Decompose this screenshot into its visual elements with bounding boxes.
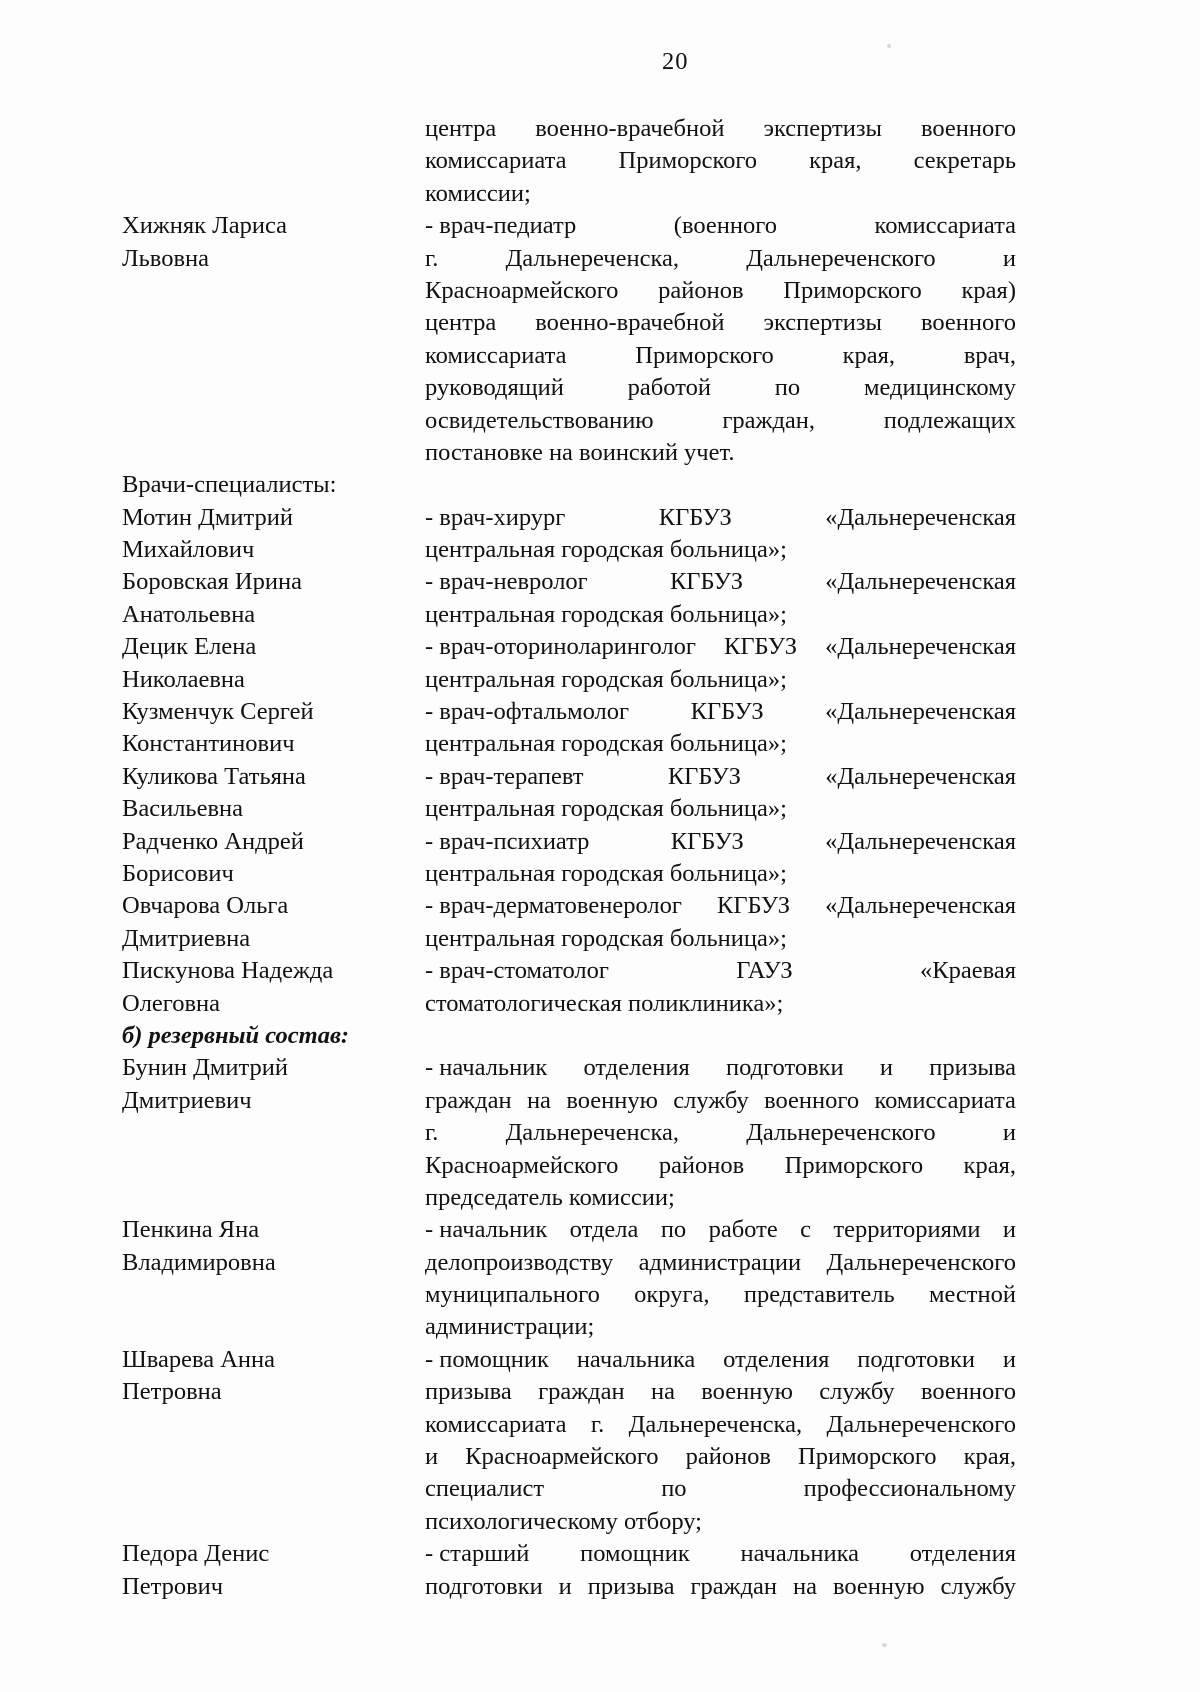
member-role-line	[425, 566, 1016, 598]
member-role-line	[425, 1085, 1016, 1117]
word: края,	[963, 1443, 1016, 1471]
word: комиссариата	[425, 341, 567, 369]
word: Красноармейского	[425, 1151, 619, 1179]
word: и	[1002, 244, 1016, 272]
word: - помощник	[425, 1345, 549, 1373]
word: военного	[920, 115, 1016, 142]
table-row	[122, 566, 1016, 631]
word: «Дальнереченская	[825, 568, 1016, 596]
word: - врач-офтальмолог	[425, 698, 630, 726]
member-role-line	[425, 275, 1016, 307]
member-name-line: Куликова Татьяна	[122, 762, 306, 790]
member-name-line: Константинович	[122, 730, 295, 758]
member-role-line: центральная городская больница»;	[425, 795, 787, 823]
word: Красноармейского	[465, 1443, 659, 1471]
member-role-line	[425, 1538, 1016, 1570]
word: края,	[842, 341, 896, 369]
member-role-cell	[425, 826, 1016, 891]
member-name-line: Львовна	[122, 244, 209, 272]
member-role-line: центральная городская больница»;	[425, 536, 787, 564]
member-role-line	[425, 826, 1016, 858]
member-name-cell	[122, 890, 425, 955]
table-row	[122, 113, 1016, 210]
member-name-cell	[122, 502, 425, 567]
word: медицинскому	[863, 374, 1016, 402]
table-row	[122, 696, 1016, 761]
member-name-cell	[122, 761, 425, 826]
table-row	[122, 826, 1016, 891]
member-role-line: председатель комиссии;	[425, 1183, 675, 1211]
member-name-line: Децик Елена	[122, 633, 257, 661]
word: Дальнереченского	[826, 1248, 1016, 1276]
member-role-line	[425, 1376, 1016, 1408]
word: граждан,	[722, 406, 816, 434]
member-role-line	[425, 1279, 1016, 1311]
word: и	[558, 1572, 572, 1600]
member-role-cell	[425, 696, 1016, 761]
member-name-line: Николаевна	[122, 665, 245, 693]
member-role-line: центральная городская больница»;	[425, 730, 787, 758]
member-role-line: стоматологическая поликлиника»;	[425, 989, 784, 1017]
word: края)	[961, 276, 1016, 304]
word: и	[425, 1443, 439, 1471]
member-role-cell	[425, 210, 1016, 469]
member-name-cell	[122, 955, 425, 1020]
member-name-line: Пискунова Надежда	[122, 957, 334, 985]
member-name-line: Васильевна	[122, 795, 244, 823]
table-row	[122, 469, 1016, 501]
member-name-line: Врачи-специалисты:	[122, 471, 337, 499]
word: работе	[708, 1216, 778, 1244]
member-name-cell	[122, 1214, 425, 1279]
word: «Дальнереченская	[825, 698, 1016, 726]
word: помощник	[580, 1540, 690, 1568]
word: центра	[425, 309, 497, 337]
member-role-line	[425, 1247, 1016, 1279]
word: - старший	[425, 1540, 530, 1568]
table-row	[122, 631, 1016, 696]
member-name-line: Петрович	[122, 1572, 224, 1600]
member-name-line: Дмитриевич	[122, 1086, 252, 1114]
member-name-line: Хижняк Лариса	[122, 212, 288, 240]
word: (военного	[673, 212, 777, 240]
member-role-line	[425, 1571, 1016, 1603]
commission-member-list	[122, 113, 1016, 1603]
member-name-cell	[122, 469, 425, 501]
member-role-line: центральная городская больница»;	[425, 924, 787, 952]
member-role-cell	[425, 502, 1016, 567]
word: Дальнереченского	[826, 1410, 1016, 1438]
member-role-line	[425, 340, 1016, 372]
word: военную	[832, 1572, 925, 1600]
word: военную	[566, 1086, 658, 1114]
word: призыва	[425, 1378, 512, 1406]
member-role-cell	[425, 631, 1016, 696]
table-row	[122, 1214, 1016, 1344]
member-role-line: постановке на воинский учет.	[425, 438, 735, 466]
word: экспертизы	[763, 309, 883, 337]
word: г.	[590, 1410, 605, 1438]
word: службу	[673, 1086, 749, 1114]
member-role-line: центральная городская больница»;	[425, 665, 787, 693]
word: - врач-хирург	[425, 503, 566, 531]
word: территориями	[833, 1216, 981, 1244]
word: районов	[658, 276, 744, 304]
word: службу	[940, 1572, 1016, 1600]
word: Красноармейского	[425, 276, 619, 304]
member-role-cell	[425, 566, 1016, 631]
word: Приморского	[798, 1443, 937, 1471]
member-role-line: центральная городская больница»;	[425, 859, 787, 887]
member-name-cell	[122, 1344, 425, 1409]
word: Дальнереченского	[746, 1119, 936, 1147]
word: военного	[920, 1378, 1016, 1406]
member-role-line	[425, 372, 1016, 404]
member-name-cell	[122, 631, 425, 696]
word: центра	[425, 115, 497, 142]
member-role-line	[425, 1409, 1016, 1441]
member-name-line: Бунин Дмитрий	[122, 1054, 288, 1082]
member-role-line: комиссии;	[425, 179, 531, 207]
word: «Дальнереченская	[825, 762, 1016, 790]
word: - врач-оториноларинголог	[425, 633, 696, 661]
member-name-line: Овчарова Ольга	[122, 892, 289, 920]
member-role-line	[425, 761, 1016, 793]
member-name-cell	[122, 210, 425, 275]
member-name-cell	[122, 1020, 425, 1052]
word: военно-врачебной	[535, 115, 725, 142]
word: военную	[701, 1378, 793, 1406]
word: местной	[928, 1281, 1016, 1309]
word: граждан	[425, 1086, 512, 1114]
member-name-line: Олеговна	[122, 989, 221, 1017]
member-role-line	[425, 1344, 1016, 1376]
word: районов	[658, 1151, 745, 1179]
member-role-line	[425, 502, 1016, 534]
table-row	[122, 1344, 1016, 1538]
member-name-line: Дмитриевна	[122, 924, 251, 952]
word: КГБУЗ	[690, 698, 764, 726]
word: ГАУЗ	[736, 957, 793, 985]
word: Приморского	[618, 147, 758, 175]
member-role-cell	[425, 890, 1016, 955]
member-role-line	[425, 1214, 1016, 1246]
word: начальника	[576, 1345, 696, 1373]
word: комиссариата	[425, 1410, 567, 1438]
word: Приморского	[783, 276, 922, 304]
member-role-cell	[425, 1538, 1016, 1603]
word: комиссариата	[874, 212, 1016, 240]
word: призыва	[587, 1572, 675, 1600]
scan-artifact-dot	[882, 1643, 887, 1647]
table-row	[122, 502, 1016, 567]
word: - врач-терапевт	[425, 762, 584, 790]
word: по	[661, 1475, 687, 1503]
word: подготовки	[857, 1345, 975, 1373]
member-name-line: Боровская Ирина	[122, 568, 302, 596]
word: КГБУЗ	[667, 762, 741, 790]
member-name-cell	[122, 566, 425, 631]
table-row	[122, 1052, 1016, 1214]
word: «Краевая	[920, 957, 1016, 985]
word: г.	[425, 1119, 439, 1147]
word: военно-врачебной	[535, 309, 725, 337]
member-role-line	[425, 210, 1016, 242]
member-role-line	[425, 113, 1016, 145]
word: - врач-стоматолог	[425, 957, 609, 985]
member-role-line	[425, 631, 1016, 663]
word: с	[800, 1216, 811, 1244]
member-role-cell	[425, 1052, 1016, 1214]
word: специалист	[425, 1475, 545, 1503]
word: военного	[920, 309, 1016, 337]
word: представитель	[743, 1281, 895, 1309]
word: комиссариата	[874, 1086, 1016, 1114]
word: экспертизы	[763, 115, 883, 142]
scan-artifact-dot	[887, 44, 891, 48]
member-role-line	[425, 1441, 1016, 1473]
member-role-line	[425, 145, 1016, 177]
word: профессиональному	[803, 1475, 1016, 1503]
member-role-line: центральная городская больница»;	[425, 600, 787, 628]
member-role-line	[425, 890, 1016, 922]
word: на	[526, 1086, 551, 1114]
word: КГБУЗ	[658, 503, 732, 531]
word: Дальнереченска,	[505, 244, 680, 272]
word: г.	[425, 244, 439, 272]
word: отделения	[583, 1054, 690, 1082]
member-name-line: Борисович	[122, 859, 234, 887]
word: округа,	[634, 1281, 710, 1309]
word: - начальник	[425, 1054, 548, 1082]
member-name-line: Владимировна	[122, 1248, 276, 1276]
word: муниципального	[425, 1281, 600, 1309]
word: делопроизводству	[425, 1248, 614, 1276]
word: Приморского	[635, 341, 774, 369]
member-role-line	[425, 405, 1016, 437]
word: КГБУЗ	[670, 827, 744, 855]
member-role-line	[425, 696, 1016, 728]
member-role-line	[425, 1150, 1016, 1182]
member-name-line: Радченко Андрей	[122, 827, 304, 855]
member-name-line: Шварева Анна	[122, 1345, 275, 1373]
table-row	[122, 1538, 1016, 1603]
member-role-line	[425, 1473, 1016, 1505]
word: службу	[819, 1378, 895, 1406]
member-role-line: психологическому отбору;	[425, 1507, 702, 1535]
word: подготовки	[725, 1054, 844, 1082]
table-row	[122, 761, 1016, 826]
word: на	[650, 1378, 675, 1406]
member-role-cell	[425, 1344, 1016, 1538]
word: районов	[685, 1443, 771, 1471]
word: - врач-педиатр	[425, 212, 577, 240]
table-row	[122, 890, 1016, 955]
word: и	[879, 1054, 894, 1082]
word: руководящий	[425, 374, 564, 402]
word: Приморского	[784, 1151, 924, 1179]
member-role-line: администрации;	[425, 1313, 595, 1341]
word: освидетельствованию	[425, 406, 654, 434]
member-role-line	[425, 1052, 1016, 1084]
member-role-cell	[425, 1214, 1016, 1344]
word: работой	[627, 374, 711, 402]
word: граждан	[690, 1572, 778, 1600]
word: края,	[963, 1151, 1016, 1179]
word: - врач-психиатр	[425, 827, 590, 855]
word: КГБУЗ	[669, 568, 743, 596]
word: на	[793, 1572, 817, 1600]
word: и	[1002, 1345, 1016, 1373]
member-role-line	[425, 1117, 1016, 1149]
word: отделения	[723, 1345, 830, 1373]
word: подготовки	[425, 1572, 543, 1600]
table-row	[122, 955, 1016, 1020]
word: Дальнереченска,	[628, 1410, 803, 1438]
table-row	[122, 1020, 1016, 1052]
word: по	[774, 374, 801, 402]
word: отдела	[569, 1216, 639, 1244]
member-role-cell	[425, 761, 1016, 826]
member-name-line: Пенкина Яна	[122, 1216, 260, 1244]
word: и	[1002, 1119, 1016, 1147]
word: отделения	[909, 1540, 1016, 1568]
word: «Дальнереченская	[825, 503, 1016, 531]
member-name-line: б) резервный состав:	[122, 1021, 350, 1049]
member-role-line	[425, 243, 1016, 275]
word: «Дальнереченская	[825, 633, 1016, 661]
member-name-line: Мотин Дмитрий	[122, 503, 293, 531]
word: и	[1002, 1216, 1016, 1244]
table-row	[122, 210, 1016, 469]
word: КГБУЗ	[724, 633, 798, 661]
member-role-cell	[425, 113, 1016, 210]
word: КГБУЗ	[717, 892, 791, 920]
member-name-line: Кузменчук Сергей	[122, 698, 314, 726]
word: по	[660, 1216, 687, 1244]
member-name-line: Петровна	[122, 1378, 222, 1406]
word: администрации	[638, 1248, 802, 1276]
word: - врач-невролог	[425, 568, 588, 596]
word: - врач-дерматовенеролог	[425, 892, 682, 920]
word: подлежащих	[883, 406, 1016, 434]
word: Дальнереченска,	[505, 1119, 680, 1147]
word: края,	[809, 147, 862, 175]
word: - начальник	[425, 1216, 548, 1244]
word: призыва	[929, 1054, 1016, 1082]
member-role-line	[425, 307, 1016, 339]
member-role-line	[425, 955, 1016, 987]
word: граждан	[538, 1378, 625, 1406]
word: военного	[764, 1086, 860, 1114]
word: комиссариата	[425, 147, 567, 175]
member-name-line: Анатольевна	[122, 600, 256, 628]
word: «Дальнереченская	[825, 827, 1016, 855]
member-name-line: Михайлович	[122, 536, 255, 564]
word: начальника	[740, 1540, 859, 1568]
member-name-cell	[122, 1538, 425, 1603]
member-role-cell	[425, 955, 1016, 1020]
member-name-cell	[122, 1052, 425, 1117]
word: врач,	[963, 341, 1016, 369]
page-number: 20	[662, 48, 689, 75]
word: «Дальнереченская	[825, 892, 1016, 920]
word: секретарь	[913, 147, 1016, 175]
member-name-cell	[122, 696, 425, 761]
member-name-line: Педора Денис	[122, 1540, 270, 1568]
word: Дальнереченского	[746, 244, 936, 272]
member-name-cell	[122, 826, 425, 891]
